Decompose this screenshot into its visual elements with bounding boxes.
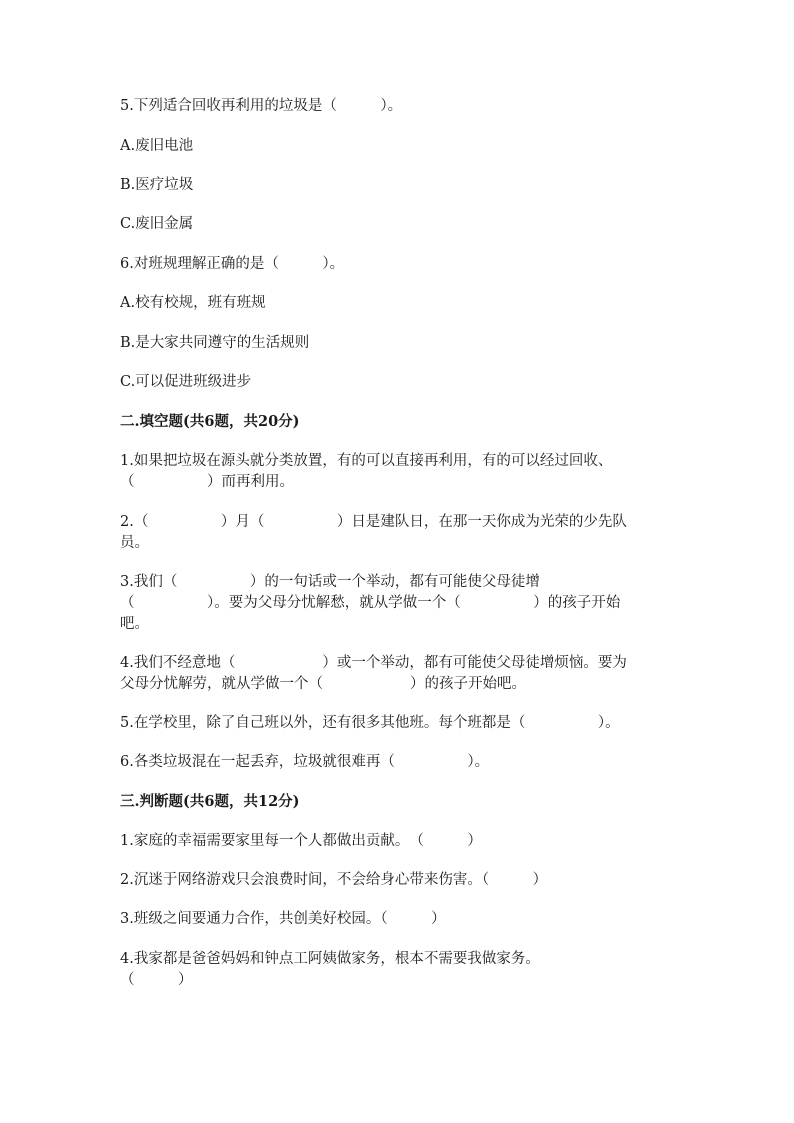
judge-section-heading: 三.判断题(共6题，共12分) — [120, 793, 300, 810]
question-5-option-b: B.医疗垃圾 — [120, 177, 194, 193]
fill-question-3-line-2: （ ）。要为父母分忧解愁，就从学做一个（ ）的孩子开始 — [120, 595, 621, 611]
fill-question-1-line-2: （ ）而再利用。 — [120, 474, 294, 490]
fill-question-4-line-1: 4.我们不经意地（ ）或一个举动，都有可能使父母徒增烦恼。要为 — [120, 655, 627, 671]
fill-question-6: 6.各类垃圾混在一起丢弃，垃圾就很难再（ ）。 — [120, 754, 490, 770]
fill-question-2-line-1: 2.（ ）月（ ）日是建队日，在那一天你成为光荣的少先队 — [120, 514, 627, 530]
fill-question-1-line-1: 1.如果把垃圾在源头就分类放置，有的可以直接再利用，有的可以经过回收、 — [120, 453, 613, 469]
fill-question-5: 5.在学校里，除了自己班以外，还有很多其他班。每个班都是（ ）。 — [120, 715, 620, 731]
fill-section-heading: 二.填空题(共6题，共20分) — [120, 413, 300, 430]
judge-question-4-line-2: （ ） — [120, 972, 193, 988]
judge-question-4-line-1: 4.我家都是爸爸妈妈和钟点工阿姨做家务，根本不需要我做家务。 — [120, 951, 540, 967]
fill-question-2-line-2: 员。 — [120, 535, 149, 551]
question-5-option-a: A.废旧电池 — [120, 138, 194, 154]
question-5-stem: 5.下列适合回收再利用的垃圾是（ ）。 — [120, 98, 403, 114]
judge-question-2: 2.沉迷于网络游戏只会浪费时间，不会给身心带来伤害。（ ） — [120, 872, 548, 888]
fill-question-3-line-3: 吧。 — [120, 616, 149, 632]
fill-question-4-line-2: 父母分忧解劳，就从学做一个（ ）的孩子开始吧。 — [120, 676, 526, 692]
fill-question-3-line-1: 3.我们（ ）的一句话或一个举动，都有可能使父母徒增 — [120, 574, 540, 590]
question-5-option-c: C.废旧金属 — [120, 216, 194, 232]
judge-question-3: 3.班级之间要通力合作，共创美好校园。（ ） — [120, 911, 446, 927]
judge-question-1: 1.家庭的幸福需要家里每一个人都做出贡献。 （ ） — [120, 833, 482, 849]
question-6-option-b: B.是大家共同遵守的生活规则 — [120, 335, 310, 351]
question-6-option-a: A.校有校规，班有班规 — [120, 295, 266, 311]
question-6-stem: 6.对班规理解正确的是（ ）。 — [120, 256, 345, 272]
question-6-option-c: C.可以促进班级进步 — [120, 374, 252, 390]
